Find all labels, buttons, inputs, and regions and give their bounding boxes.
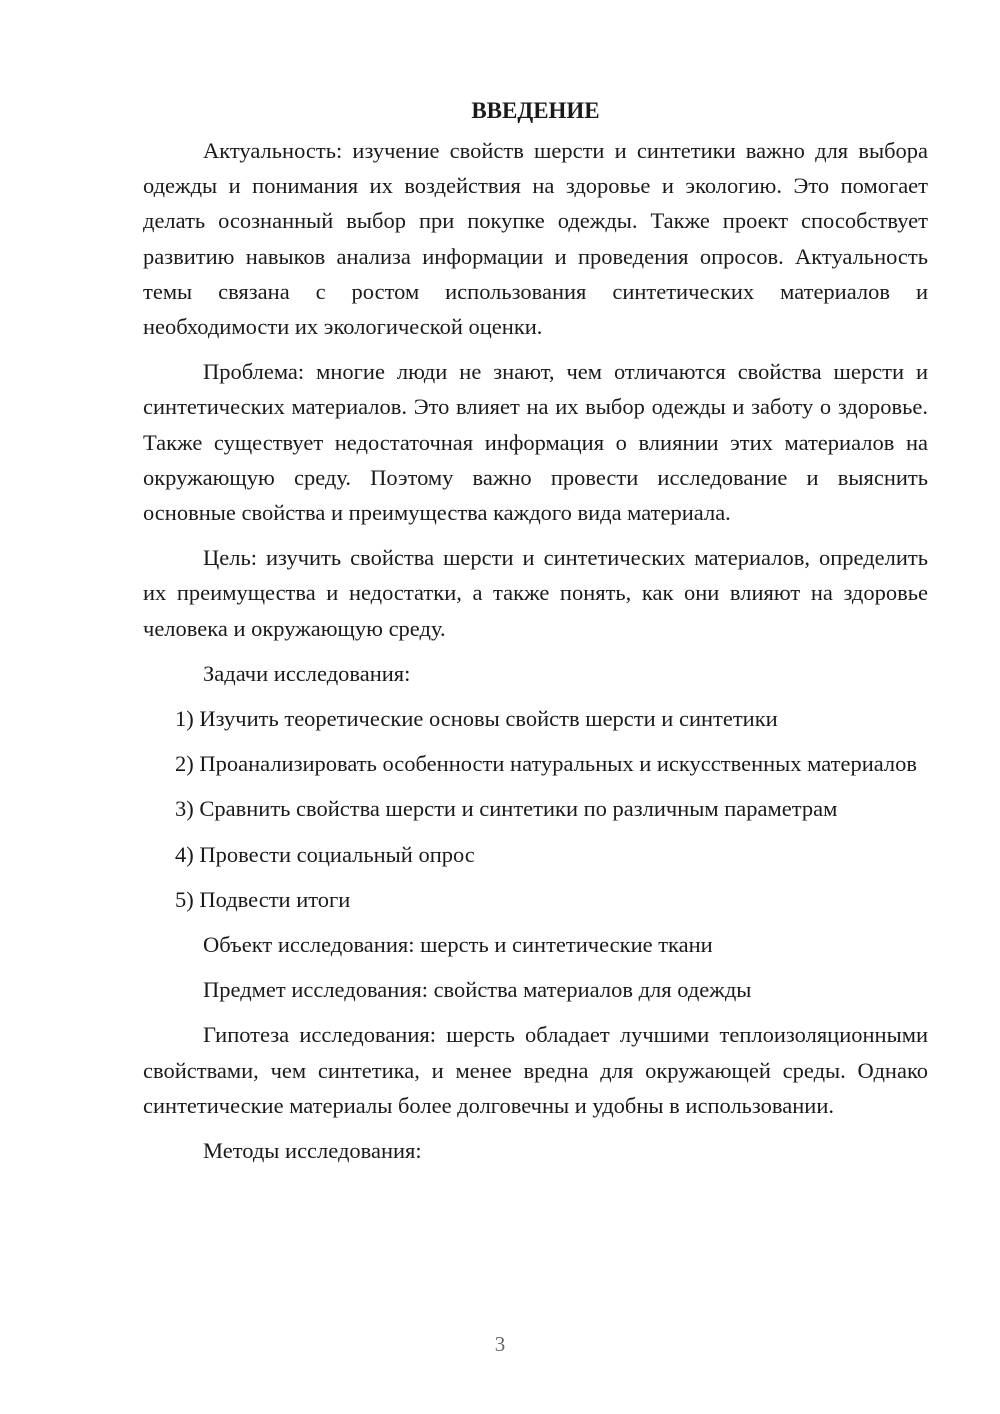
task-item-1: 1) Изучить теоретические основы свойств шерсти и синтетики	[175, 706, 778, 732]
document-title: ВВЕДЕНИЕ	[471, 98, 600, 123]
document-page	[143, 93, 928, 1178]
goal-paragraph: Цель: изучить свойства шерсти и синтетических материалов, определить их преимущества и недостатки, а также понять, как они влияют на здоровье человека и окружающую среду.	[143, 545, 928, 641]
task-item-5: 5) Подвести итоги	[175, 886, 351, 912]
task-item-3: 3) Сравнить свойства шерсти и синтетики по различным параметрам	[175, 796, 838, 822]
relevance-paragraph: Актуальность: изучение свойств шерсти и синтетики важно для выбора одежды и понимания их воздействия на здоровье и экологию. Это помогает делать осознанный выбор при покупке одежды. Также проект способствует развитию навыков анализа информации и проведения опросов. Актуальность темы связана с ростом использования синтетических материалов и необходимости их экологической оценки.	[143, 138, 928, 340]
page-number: 3	[494, 1332, 506, 1356]
task-item-2: 2) Проанализировать особенности натуральных и искусственных материалов	[175, 751, 918, 777]
methods-heading: Методы исследования:	[203, 1138, 422, 1164]
hypothesis-paragraph: Гипотеза исследования: шерсть обладает лучшими теплоизоляционными свойствами, чем синтетика, и менее вредна для окружающей среды. Однако синтетические материалы более долговечны и удобны в использовании.	[143, 1022, 928, 1118]
problem-paragraph: Проблема: многие люди не знают, чем отличаются свойства шерсти и синтетических материалов. Это влияет на их выбор одежды и заботу о здоровье. Также существует недостаточная информация о влиянии этих материалов на окружающую среду. Поэтому важно провести исследование и выяснить основные свойства и преимущества каждого вида материала.	[143, 359, 928, 526]
tasks-heading: Задачи исследования:	[203, 660, 411, 686]
task-item-4: 4) Провести социальный опрос	[175, 841, 475, 867]
research-object: Объект исследования: шерсть и синтетические ткани	[203, 932, 713, 958]
research-subject: Предмет исследования: свойства материалов для одежды	[203, 977, 752, 1003]
